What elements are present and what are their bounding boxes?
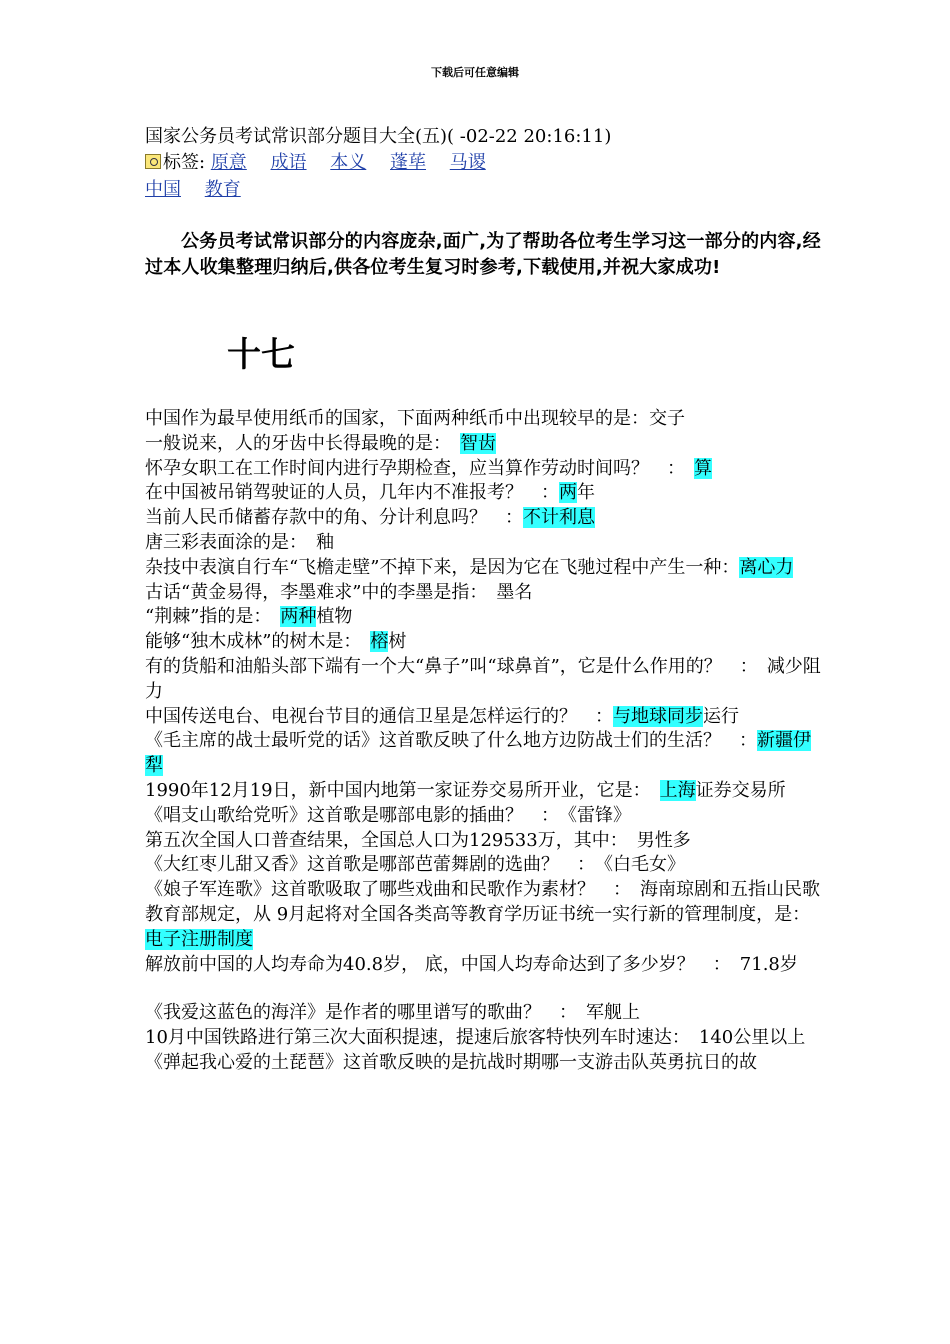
answer: 交子 [649, 408, 685, 429]
post-title: 国家公务员考试常识部分题目大全(五)( -02-22 20:16:11) [145, 126, 612, 147]
question: 一般说来，人的牙齿中长得最晚的是： [145, 432, 442, 454]
qa-item [145, 506, 825, 531]
qa-item [145, 853, 825, 878]
qa-item [145, 655, 825, 705]
qa-item [145, 457, 825, 482]
answer-highlight: 离心力 [739, 556, 794, 578]
answer-highlight: 电子注册制度 [145, 928, 253, 950]
answer: 植物 [316, 606, 353, 628]
qa-item [145, 953, 825, 978]
question: 怀孕女职工在工作时间内进行孕期检查，应当算作劳动时间吗？ ： [145, 457, 676, 479]
answer-highlight: 与地球同步 [613, 705, 703, 727]
qa-item [145, 729, 825, 779]
question: 杂技中表演自行车“飞檐走壁”不掉下来，是因为它在飞驰过程中产生一种： [145, 556, 740, 578]
question: 唐三彩表面涂的是： [145, 531, 298, 553]
answer-highlight: 榕 [370, 631, 389, 653]
question: 能够“独木成林”的树木是： [145, 631, 353, 653]
question: 《唱支山歌给党听》这首歌是哪部电影的插曲？ ： [145, 804, 550, 826]
qa-item [145, 1001, 825, 1026]
qa-item [145, 829, 825, 854]
tag-link[interactable]: 教育 [204, 179, 241, 200]
qa-item [145, 556, 825, 581]
answer-highlight: 上海 [659, 779, 696, 801]
qa-item [145, 878, 825, 903]
qa-item [145, 779, 825, 804]
tags-label: 标签: [163, 152, 206, 173]
question: 中国作为最早使用纸币的国家，下面两种纸币中出现较早的是： [145, 408, 649, 429]
question: 解放前中国的人均寿命为40.8岁， 底，中国人均寿命达到了多少岁？ ： [145, 953, 722, 975]
qa-item [145, 1026, 825, 1051]
answer-highlight: 不计利息 [523, 507, 595, 529]
qa-item [145, 531, 825, 556]
answer: 140公里以上 [698, 1027, 806, 1049]
question: 《大红枣儿甜又香》这首歌是哪部芭蕾舞剧的选曲？ ： [145, 854, 586, 876]
answer: 海南琼剧和五指山民歌 [640, 879, 820, 901]
tags-row-2 [145, 177, 825, 203]
tag-link[interactable]: 蓬荜 [390, 152, 427, 173]
answer: 军舰上 [586, 1002, 640, 1024]
tags-row [145, 150, 825, 176]
tag-link[interactable]: 本义 [330, 152, 367, 173]
answer: 釉 [316, 531, 334, 553]
question: 中国传送电台、电视台节目的通信卫星是怎样运行的？ ： [145, 705, 613, 727]
answer: 运行 [703, 705, 739, 727]
qa-item [145, 432, 825, 457]
spacer [145, 977, 825, 1001]
tag-link[interactable]: 原意 [210, 152, 247, 173]
qa-item [145, 1051, 825, 1076]
qa-item [145, 705, 825, 730]
answer: 减少阻力 [145, 655, 821, 702]
question: 在中国被吊销驾驶证的人员，几年内不准报考？ ： [145, 482, 559, 504]
intro-paragraph: 公务员考试常识部分的内容庞杂,面广,为了帮助各位考生学习这一部分的内容,经过本人收集整理归纳后,供各位考生复习时参考,下载使用,并祝大家成功! [145, 231, 821, 278]
question: 教育部规定，从 9月起将对全国各类高等教育学历证书统一实行新的管理制度，是： [145, 903, 802, 925]
question: 《毛主席的战士最听党的话》这首歌反映了什么地方边防战士们的生活？ ： [145, 730, 757, 752]
question: 古话“黄金易得，李墨难求”中的李墨是指： [145, 581, 479, 603]
answer: 树 [388, 631, 407, 653]
answer: 墨名 [496, 581, 533, 603]
qa-item [145, 804, 825, 829]
answer: 年 [577, 482, 595, 504]
question: 10月中国铁路进行第三次大面积提速，提速后旅客特快列车时速达： [145, 1027, 681, 1049]
qa-item [145, 630, 825, 655]
tag-link[interactable]: 马谡 [449, 152, 486, 173]
qa-item [145, 903, 825, 953]
question: 1990年12月19日，新中国内地第一家证券交易所开业，它是： [145, 779, 642, 801]
answer: 71.8岁 [739, 953, 798, 975]
answer: 《白毛女》 [604, 854, 685, 876]
question: 《我爱这蓝色的海洋》是作者的哪里谱写的歌曲？ ： [145, 1002, 568, 1024]
qa-list [145, 407, 825, 1076]
tag-link[interactable]: 成语 [270, 152, 307, 173]
qa-item [145, 407, 825, 432]
answer-highlight: 两种 [280, 606, 317, 628]
tag-icon [145, 154, 161, 169]
question: “荆棘”指的是： [145, 606, 263, 628]
answer: 男性多 [636, 829, 691, 851]
question: 当前人民币储蓄存款中的角、分计利息吗？ ： [145, 507, 523, 529]
answer-highlight: 新疆伊犁 [145, 730, 811, 777]
question: 有的货船和油船头部下端有一个大“鼻子”叫“球鼻首”，它是什么作用的？ ： [145, 655, 749, 677]
answer-highlight: 智齿 [460, 432, 496, 454]
section-heading: 十七 [227, 335, 295, 375]
answer: 证券交易所 [695, 779, 786, 801]
question: 《娘子军连歌》这首歌吸取了哪些戏曲和民歌作为素材？ ： [145, 879, 622, 901]
tag-link[interactable]: 中国 [145, 179, 181, 200]
question: 第五次全国人口普查结果，全国总人口为129533万，其中： [145, 829, 619, 851]
page-header: 下载后可任意编辑 [431, 66, 519, 79]
qa-item [145, 481, 825, 506]
answer-highlight: 算 [694, 457, 712, 479]
document-body [145, 124, 825, 1076]
qa-item [145, 605, 825, 630]
question: 《弹起我心爱的土琵琶》这首歌反映的是抗战时期哪一支游击队英勇抗日的故 [145, 1051, 757, 1073]
qa-item [145, 581, 825, 606]
answer: 《雷锋》 [568, 804, 631, 826]
answer-highlight: 两 [559, 482, 577, 504]
